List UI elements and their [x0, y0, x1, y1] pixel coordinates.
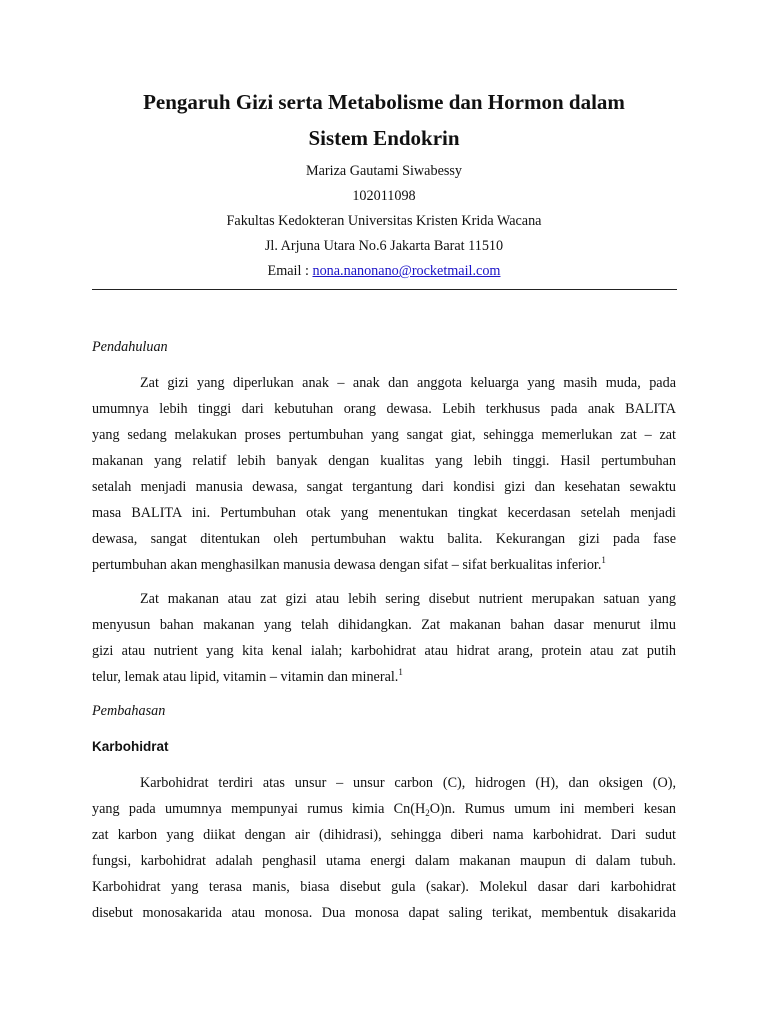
paragraph-line — [92, 800, 676, 818]
karbohidrat-heading: Karbohidrat — [92, 739, 169, 754]
paragraph-line: Karbohidrat terdiri atas unsur – unsur carbon (C), hidrogen (H), dan oksigen (O), — [140, 775, 676, 791]
paragraph-line: umumnya lebih tinggi dari kebutuhan orang dewasa. Lebih terkhusus pada anak BALITA — [92, 401, 676, 417]
formula-subscript: 2 — [425, 808, 430, 818]
document-title — [92, 84, 676, 156]
faculty-name: Fakultas Kedokteran Universitas Kristen Krida Wacana — [226, 213, 542, 229]
paragraph-text: yang pada umumnya mempunyai rumus kimia Cn(H — [92, 801, 426, 817]
paragraph-text: telur, lemak atau lipid, vitamin – vitamin dan mineral. — [92, 669, 399, 685]
footnote-ref: 1 — [398, 667, 403, 677]
paragraph-line: menyusun bahan makanan yang telah dihidangkan. Zat makanan bahan dasar menurut ilmu — [92, 617, 676, 633]
paragraph-line: zat karbon yang diikat dengan air (dihidrasi), sehingga diberi nama karbohidrat. Dari sudut — [92, 827, 676, 843]
paragraph-line: masa BALITA ini. Pertumbuhan otak yang menentukan tingkat kecerdasan setelah menjadi — [92, 505, 676, 521]
paragraph-line: makanan yang relatif lebih banyak dengan kualitas yang lebih tinggi. Hasil pertumbuhan — [92, 453, 676, 469]
footnote-ref: 1 — [601, 555, 606, 565]
paragraph-line: yang sedang melakukan proses pertumbuhan yang sangat giat, sehingga memerlukan zat – zat — [92, 427, 676, 443]
paragraph-line: fungsi, karbohidrat adalah penghasil utama energi dalam makanan maupun di dalam tubuh. — [92, 853, 676, 869]
title-line-2: Sistem Endokrin — [308, 126, 460, 150]
email-link[interactable]: nona.nanonano@rocketmail.com — [312, 263, 501, 279]
paragraph-line: setalah menjadi manusia dewasa, sangat tergantung dari kondisi gizi dan kesehatan sewaktu — [92, 479, 676, 495]
paragraph-line: gizi atau nutrient yang kita kenal ialah; karbohidrat atau hidrat arang, protein atau zat putih — [92, 643, 676, 659]
paragraph-line: Zat makanan atau zat gizi atau lebih sering disebut nutrient merupakan satuan yang — [140, 591, 676, 607]
title-line-1: Pengaruh Gizi serta Metabolisme dan Hormon dalam — [143, 90, 625, 114]
pembahasan-heading: Pembahasan — [92, 703, 166, 719]
author-name: Mariza Gautami Siwabessy — [305, 163, 463, 179]
paragraph-line: dewasa, sangat ditentukan oleh pertumbuhan waktu balita. Kekurangan gizi pada fase — [92, 531, 676, 547]
paragraph-text: pertumbuhan akan menghasilkan manusia dewasa dengan sifat – sifat berkualitas inferior. — [92, 557, 602, 573]
paragraph-text: O)n. Rumus umum ini memberi kesan — [429, 801, 676, 817]
pendahuluan-heading: Pendahuluan — [92, 339, 168, 355]
paragraph-line: Zat gizi yang diperlukan anak – anak dan anggota keluarga yang masih muda, pada — [140, 375, 676, 391]
email-line — [92, 262, 676, 280]
paragraph-line — [92, 668, 676, 686]
paragraph-line: Karbohidrat yang terasa manis, biasa disebut gula (sakar). Molekul dasar dari karbohidrat — [92, 879, 676, 895]
header-divider — [92, 289, 677, 290]
paragraph-line: disebut monosakarida atau monosa. Dua monosa dapat saling terikat, membentuk disakarida — [92, 905, 676, 921]
paragraph-line — [92, 556, 676, 574]
address: Jl. Arjuna Utara No.6 Jakarta Barat 11510 — [264, 238, 504, 254]
student-id: 102011098 — [352, 188, 416, 204]
email-label: Email : — [267, 263, 313, 279]
